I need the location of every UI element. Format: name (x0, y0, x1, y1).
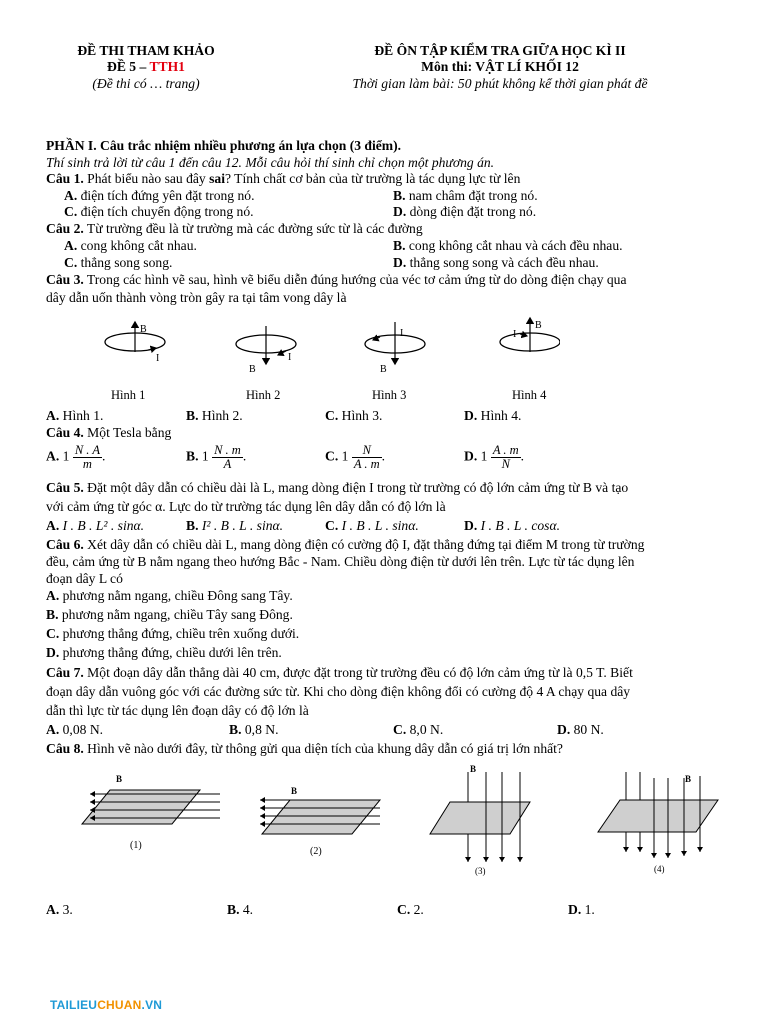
q8-figures (80, 762, 740, 880)
question-2 (46, 220, 423, 237)
q5-b-text: I² . B . L . sinα. (201, 518, 284, 533)
letter-c: C. (64, 204, 78, 219)
letter-b: B. (186, 408, 199, 423)
q6-option-a (46, 587, 293, 604)
q8-fig2-label: (2) (310, 846, 322, 857)
letter-d: D. (568, 902, 582, 917)
q3-figure-3 (365, 322, 425, 375)
q2-option-a (64, 237, 197, 254)
header-right-title: ĐỀ ÔN TẬP KIỂM TRA GIỮA HỌC KÌ II (374, 43, 626, 58)
fig1-label-i: I (156, 353, 160, 364)
letter-b: B. (186, 518, 199, 533)
q1-text-bold: sai (209, 171, 225, 186)
q7-a-text: 0,08 N. (62, 722, 104, 737)
q8-fig1-label: (1) (130, 840, 142, 851)
q2-option-b (393, 237, 623, 254)
q4-option-b: B. 1 $\frac{N . m}{A}$ . (186, 443, 247, 471)
q8-fig4-b: B (685, 774, 692, 784)
q4-d-num: A . m (492, 443, 519, 457)
q1-d-text: dòng điện đặt trong nó. (409, 204, 537, 219)
letter-b: B. (393, 238, 406, 253)
header-left-pages: (Đề thi có … trang) (92, 76, 200, 91)
question-7-line-2: đoạn dây dẫn vuông góc với các đường sức từ. Khi cho dòng điện không đổi có cường độ 4 A chạy qua dây (46, 684, 631, 699)
q8-a-text: 3. (62, 902, 73, 917)
q3-b-text: Hình 2. (201, 408, 243, 423)
q3-figures (90, 312, 560, 404)
letter-b: B. (393, 188, 406, 203)
q8-d-text: 1. (584, 902, 595, 917)
question-6-line-1 (46, 536, 644, 553)
q7-b-text: 0,8 N. (244, 722, 279, 737)
q8-option-d (568, 901, 595, 918)
q8-figure-2 (260, 786, 380, 857)
q8-fig4-label: (4) (654, 864, 665, 874)
q7-option-b (229, 721, 278, 738)
q4-option-a: A. 1 $\frac{N . A}{m}$ . (46, 443, 106, 471)
q8-text: Hình vẽ nào dưới đây, từ thông gửi qua diện tích của khung dây dẫn có giá trị lớn nhất? (83, 741, 563, 756)
question-7-line-3: dẫn thì lực từ tác dụng lên đoạn dây có độ lớn là (46, 703, 309, 718)
letter-c: C. (397, 902, 411, 917)
q8-fig3-label: (3) (475, 866, 486, 876)
q4-b-fraction (212, 444, 243, 471)
q8-fig1-b: B (116, 774, 123, 784)
fig2-label-b: B (249, 364, 256, 375)
letter-c: C. (64, 255, 78, 270)
q6-option-b (46, 606, 293, 623)
q5-d-text: I . B . L . cosα. (480, 518, 561, 533)
q8-option-c (397, 901, 424, 918)
q3-text-1: Trong các hình vẽ sau, hình vẽ biểu diễn đúng hướng của véc tơ cảm ứng từ do dòng điện chạy qua (83, 272, 627, 287)
q4-d-pre: 1 (480, 448, 488, 464)
q8-figure-3 (430, 764, 530, 876)
q5-option-b (186, 517, 283, 534)
q4-a-den: m (82, 457, 92, 471)
q5-c-text: I . B . L . sinα. (341, 518, 419, 533)
q8-c-text: 2. (413, 902, 424, 917)
fig1-label-b: B (140, 324, 147, 335)
question-5-line-2: với cảm ứng từ góc α. Lực do từ trường tác dụng lên dây dẫn có độ lớn là (46, 499, 446, 514)
q5-option-a (46, 517, 144, 534)
q2-label: Câu 2. (46, 221, 84, 236)
question-3-line-2: dây dẫn uốn thành vòng tròn gây ra tại tâm vong dây là (46, 290, 347, 305)
letter-b: B. (186, 448, 199, 464)
q8-figure-1 (82, 774, 220, 851)
letter-b: B. (229, 722, 242, 737)
letter-d: D. (393, 204, 407, 219)
header-code: TTH1 (149, 59, 185, 74)
q7-option-a (46, 721, 103, 738)
q5-text-1: Đặt một dây dẫn có chiều dài là L, mang dòng điện I trong từ trường có độ lớn cảm ứng từ B và tạo (83, 480, 629, 495)
section-title: PHẦN I. Câu trắc nhiệm nhiều phương án lựa chọn (3 điểm). (46, 138, 402, 153)
q2-c-text: thẳng song song. (80, 255, 173, 270)
question-8 (46, 740, 563, 757)
q3-option-c (325, 407, 382, 424)
q2-b-text: cong không cắt nhau và cách đều nhau. (408, 238, 623, 253)
letter-d: D. (393, 255, 407, 270)
q4-d-fraction (491, 444, 521, 471)
question-1 (46, 170, 520, 187)
q1-option-c (64, 203, 254, 220)
logo-part-3: .VN (141, 998, 163, 1012)
letter-c: C. (393, 722, 407, 737)
q4-option-c: C. 1 $\frac{N}{A . m}$ . (325, 443, 386, 471)
header-code-prefix: ĐỀ 5 – (107, 59, 150, 74)
letter-d: D. (464, 448, 478, 464)
footer-logo[interactable] (50, 998, 162, 1012)
letter-a: A. (46, 588, 60, 603)
letter-d: D. (46, 645, 60, 660)
q3-fig-caption-3: Hình 3 (372, 388, 407, 402)
q7-d-text: 80 N. (573, 722, 604, 737)
q2-option-d (393, 254, 599, 271)
q5-option-d (464, 517, 560, 534)
letter-b: B. (227, 902, 240, 917)
letter-a: A. (46, 902, 60, 917)
header-right-subject: Môn thi: VẬT LÍ KHỐI 12 (421, 59, 579, 74)
letter-b: B. (46, 607, 59, 622)
q2-option-c (64, 254, 172, 271)
q5-label: Câu 5. (46, 480, 84, 495)
letter-a: A. (46, 518, 60, 533)
q6-label: Câu 6. (46, 537, 84, 552)
logo-part-1: TAILIEU (50, 998, 98, 1012)
q1-option-b (393, 187, 538, 204)
q6-a-text: phương nằm ngang, chiều Đông sang Tây. (62, 588, 293, 603)
q3-a-text: Hình 1. (62, 408, 104, 423)
letter-c: C. (325, 448, 339, 464)
q6-c-text: phương thẳng đứng, chiều trên xuống dưới. (62, 626, 300, 641)
q8-fig2-b: B (291, 786, 298, 796)
q6-text-1: Xét dây dẫn có chiều dài L, mang dòng điện có cường độ I, đặt thẳng đứng tại điểm M trong từ trường (83, 537, 645, 552)
q6-option-c (46, 625, 299, 642)
q3-fig-caption-2: Hình 2 (246, 388, 281, 402)
question-5-line-1 (46, 479, 628, 496)
q4-d-den: N (501, 457, 510, 471)
q6-option-d (46, 644, 282, 661)
logo-part-2: CHUAN (97, 998, 142, 1012)
q3-c-text: Hình 3. (341, 408, 383, 423)
letter-a: A. (64, 238, 78, 253)
letter-d: D. (557, 722, 571, 737)
q7-text-1: Một đoạn dây dẫn thẳng dài 40 cm, được đặt trong từ trường đều có độ lớn cảm ứng từ là 0,5 T. Biết (83, 665, 633, 680)
q7-c-text: 8,0 N. (409, 722, 444, 737)
letter-a: A. (46, 722, 60, 737)
q4-b-pre: 1 (201, 448, 209, 464)
q4-text: Một Tesla bằng (83, 425, 172, 440)
q7-option-c (393, 721, 443, 738)
q1-c-text: điện tích chuyển động trong nó. (80, 204, 254, 219)
q3-figure-1 (105, 322, 165, 364)
q3-figure-2 (236, 326, 296, 375)
letter-a: A. (46, 408, 60, 423)
letter-d: D. (464, 408, 478, 423)
question-6-line-3: đoạn dây L có (46, 571, 123, 586)
q1-text-a: Phát biểu nào sau đây (83, 171, 210, 186)
q4-b-den: A (223, 457, 232, 471)
q7-label: Câu 7. (46, 665, 84, 680)
q4-c-pre: 1 (341, 448, 349, 464)
question-6-line-2: đều, cảm ứng từ B nằm ngang theo hướng Bắc - Nam. Chiều dòng điện từ dưới lên trên. Lực từ tác dụng lên (46, 554, 635, 569)
q4-b-num: N . m (214, 443, 241, 457)
q5-option-c (325, 517, 419, 534)
q8-option-b (227, 901, 253, 918)
q3-fig-caption-1: Hình 1 (111, 388, 146, 402)
q1-b-text: nam châm đặt trong nó. (408, 188, 538, 203)
header-right-time: Thời gian làm bài: 50 phút không kể thời gian phát đề (352, 76, 648, 91)
fig4-label-i: I (513, 329, 517, 340)
q2-text: Từ trường đều là từ trường mà các đường sức từ là các đường (83, 221, 423, 236)
q1-option-a (64, 187, 254, 204)
q4-a-pre: 1 (62, 448, 70, 464)
q8-option-a (46, 901, 73, 918)
q1-option-d (393, 203, 536, 220)
q4-c-fraction (352, 444, 382, 471)
fig3-label-b: B (380, 364, 387, 375)
q3-figure-4 (500, 318, 560, 352)
q8-fig3-b: B (470, 764, 477, 774)
q4-option-d: D. 1 $\frac{A . m}{N}$ . (464, 443, 525, 471)
fig3-label-i: I (400, 328, 404, 339)
q3-label: Câu 3. (46, 272, 84, 287)
q4-a-fraction (73, 444, 102, 471)
q1-a-text: điện tích đứng yên đặt trong nó. (80, 188, 255, 203)
q3-fig-caption-4: Hình 4 (512, 388, 547, 402)
q8-label: Câu 8. (46, 741, 84, 756)
q3-option-a (46, 407, 103, 424)
question-4 (46, 424, 171, 441)
question-3-line-1 (46, 271, 627, 288)
q6-d-text: phương thẳng đứng, chiều dưới lên trên. (62, 645, 282, 660)
question-7-line-1 (46, 664, 633, 681)
letter-d: D. (464, 518, 478, 533)
q1-label: Câu 1. (46, 171, 84, 186)
q6-b-text: phương nằm ngang, chiều Tây sang Đông. (61, 607, 293, 622)
section-instruction: Thí sinh trả lời từ câu 1 đến câu 12. Mỗi câu hỏi thí sinh chỉ chọn một phương án. (46, 155, 495, 170)
q5-a-text: I . B . L² . sinα. (62, 518, 145, 533)
header-left-code (40, 58, 252, 75)
q4-a-num: N . A (74, 443, 100, 457)
q3-option-b (186, 407, 243, 424)
fig4-label-b: B (535, 320, 542, 331)
header-left-title: ĐỀ THI THAM KHẢO (77, 43, 215, 58)
q2-a-text: cong không cắt nhau. (80, 238, 197, 253)
q4-c-num: N (352, 444, 382, 458)
q2-d-text: thẳng song song và cách đều nhau. (409, 255, 599, 270)
letter-a: A. (64, 188, 78, 203)
q7-option-d (557, 721, 604, 738)
q4-label: Câu 4. (46, 425, 84, 440)
q8-figure-4 (598, 772, 718, 874)
letter-a: A. (46, 448, 60, 464)
fig2-label-i: I (288, 352, 292, 363)
q3-d-text: Hình 4. (480, 408, 522, 423)
q8-b-text: 4. (242, 902, 254, 917)
letter-c: C. (46, 626, 60, 641)
letter-c: C. (325, 408, 339, 423)
q4-c-den: A . m (353, 457, 380, 471)
letter-c: C. (325, 518, 339, 533)
q1-text-b: ? Tính chất cơ bản của từ trường là tác dụng lực từ lên (225, 171, 521, 186)
q3-option-d (464, 407, 521, 424)
